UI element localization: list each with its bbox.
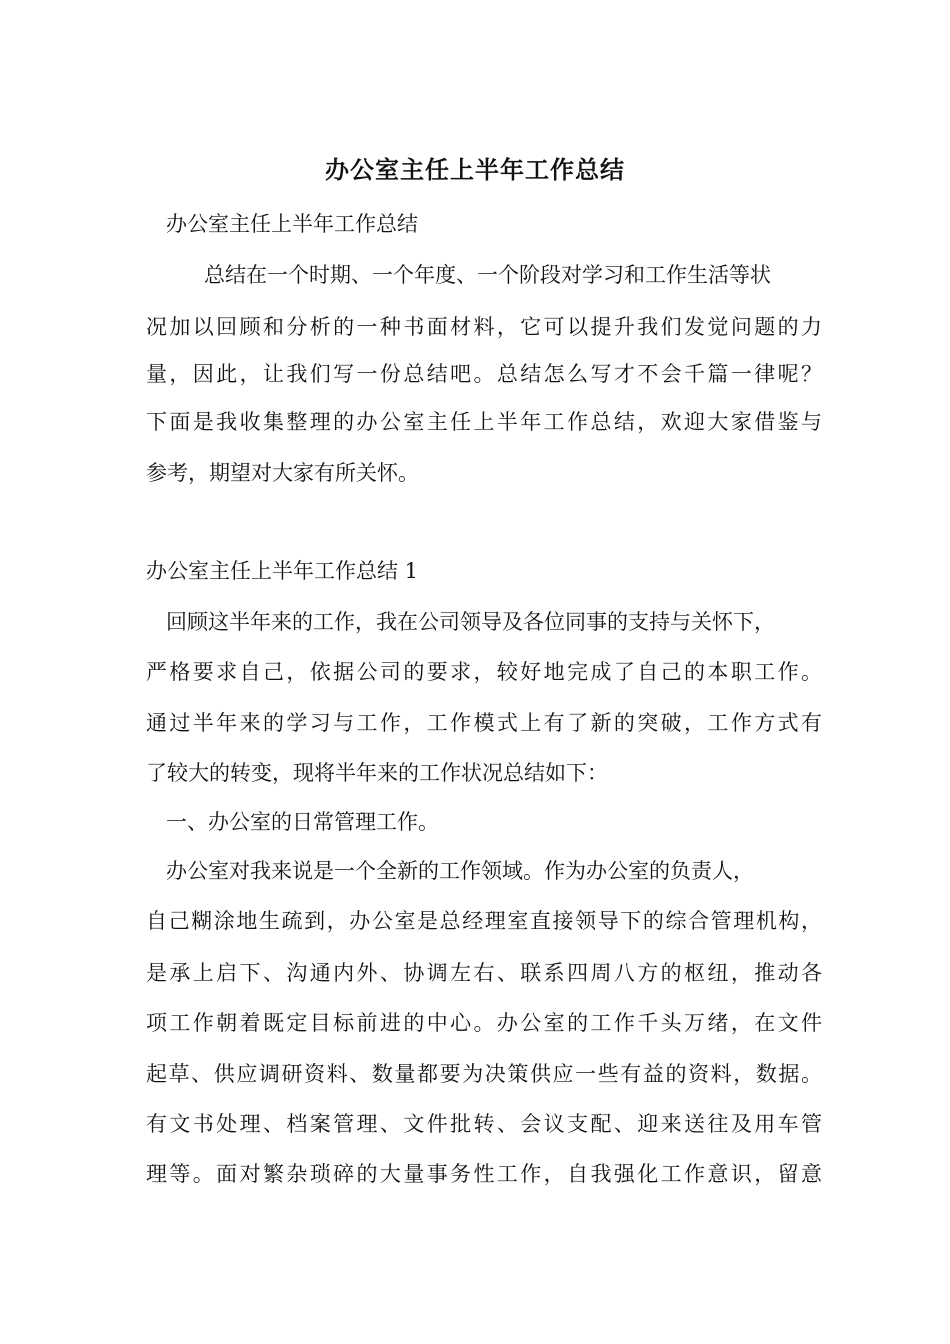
body-line: 理等。面对繁杂琐碎的大量事务性工作，自我强化工作意识，留意 (146, 1162, 822, 1186)
body-line: 了较大的转变，现将半年来的工作状况总结如下： (146, 761, 608, 785)
document-subtitle: 办公室主任上半年工作总结 (166, 212, 418, 236)
body-line: 项工作朝着既定目标前进的中心。办公室的工作千头万绪，在文件 (146, 1011, 822, 1035)
intro-line: 总结在一个时期、一个年度、一个阶段对学习和工作生活等状 (204, 263, 771, 287)
body-line: 一、办公室的日常管理工作。 (166, 810, 439, 834)
intro-line: 况加以回顾和分析的一种书面材料，它可以提升我们发觉问题的力 (146, 315, 822, 339)
body-line: 回顾这半年来的工作，我在公司领导及各位同事的支持与关怀下， (166, 610, 775, 634)
body-line: 严格要求自己，依据公司的要求，较好地完成了自己的本职工作。 (146, 660, 822, 684)
document-title: 办公室主任上半年工作总结 (325, 156, 625, 184)
intro-line: 量，因此，让我们写一份总结吧。总结怎么写才不会千篇一律呢？ (146, 362, 822, 386)
section-heading: 办公室主任上半年工作总结 1 (146, 559, 419, 583)
body-line: 通过半年来的学习与工作，工作模式上有了新的突破，工作方式有 (146, 711, 822, 735)
body-line: 办公室对我来说是一个全新的工作领域。作为办公室的负责人， (166, 859, 754, 883)
body-line: 自己糊涂地生疏到，办公室是总经理室直接领导下的综合管理机构， (146, 909, 822, 933)
intro-line: 下面是我收集整理的办公室主任上半年工作总结，欢迎大家借鉴与 (146, 410, 822, 434)
intro-line: 参考，期望对大家有所关怀。 (146, 461, 419, 485)
body-line: 有文书处理、档案管理、文件批转、会议支配、迎来送往及用车管 (146, 1112, 822, 1136)
body-line: 起草、供应调研资料、数量都要为决策供应一些有益的资料，数据。 (146, 1062, 822, 1086)
body-line: 是承上启下、沟通内外、协调左右、联系四周八方的枢纽，推动各 (146, 961, 822, 985)
